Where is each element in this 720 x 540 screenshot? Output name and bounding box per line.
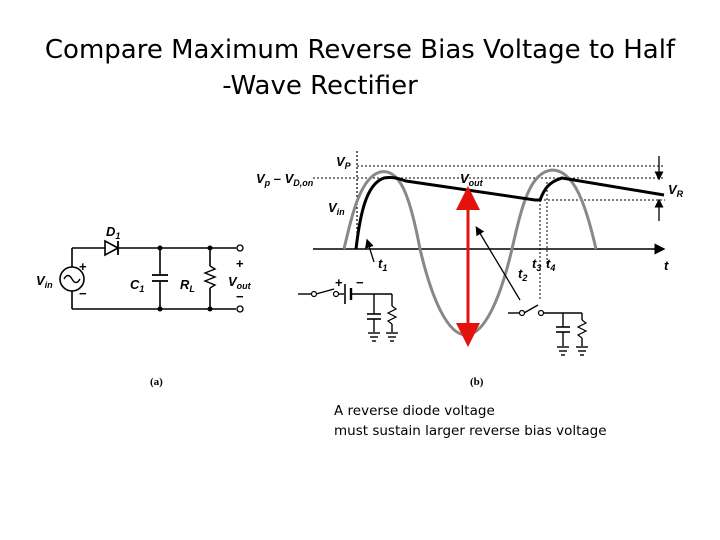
label-vr: $V_R$ — [668, 182, 684, 199]
label-t-axis: t — [664, 258, 669, 273]
label-d1: $D_1$ — [106, 224, 121, 241]
resistor-icon — [205, 248, 215, 309]
circuit-a — [36, 224, 252, 388]
source-minus: − — [79, 286, 87, 301]
vin-waveform — [344, 170, 596, 335]
label-vin-b: $V_{in}$ — [328, 200, 345, 217]
output-terminal-top — [237, 245, 243, 251]
caption-line-1: A reverse diode voltage — [334, 403, 495, 419]
label-vp: $V_P$ — [336, 154, 351, 171]
figure-a-tag: (a) — [150, 376, 163, 388]
label-t2: $t_2$ — [518, 266, 528, 283]
caption-line-2: must sustain larger reverse bias voltage — [334, 423, 607, 439]
label-vin-a: $V_{in}$ — [36, 273, 53, 290]
label-t3: $t_3$ — [532, 256, 542, 273]
vout-minus: − — [236, 289, 244, 304]
switch-right-icon — [524, 305, 538, 313]
caption — [334, 401, 607, 441]
ground-icon — [368, 333, 398, 341]
label-t4: $t_4$ — [546, 256, 556, 273]
waveform-b — [256, 150, 684, 388]
left-switch-circuit — [298, 275, 398, 341]
label-rl: $R_L$ — [180, 277, 195, 294]
source-plus: + — [79, 259, 87, 274]
battery-minus: − — [356, 275, 364, 290]
label-vp-minus-vdon: $V_p - V_{D,on}$ — [256, 171, 314, 188]
title-line-1: Compare Maximum Reverse Bias Voltage to Half — [44, 35, 676, 65]
right-switch-circuit — [508, 305, 588, 355]
diode-icon — [105, 241, 118, 255]
switch-left-icon — [316, 289, 334, 294]
ground-icon-right — [557, 347, 588, 355]
title-line-2: -Wave Rectifier — [222, 71, 418, 101]
label-vout-a: $V_{out}$ — [228, 274, 251, 291]
capacitor-icon — [152, 248, 168, 309]
vout-plus: + — [236, 256, 244, 271]
label-t1: $t_1$ — [378, 256, 388, 273]
battery-icon — [345, 284, 351, 304]
label-c1: $C_1$ — [130, 277, 145, 294]
figure-b-tag: (b) — [470, 376, 484, 388]
output-terminal-bottom — [237, 306, 243, 312]
battery-plus: + — [335, 275, 343, 290]
label-vout-b: $V_{out}$ — [460, 171, 483, 188]
